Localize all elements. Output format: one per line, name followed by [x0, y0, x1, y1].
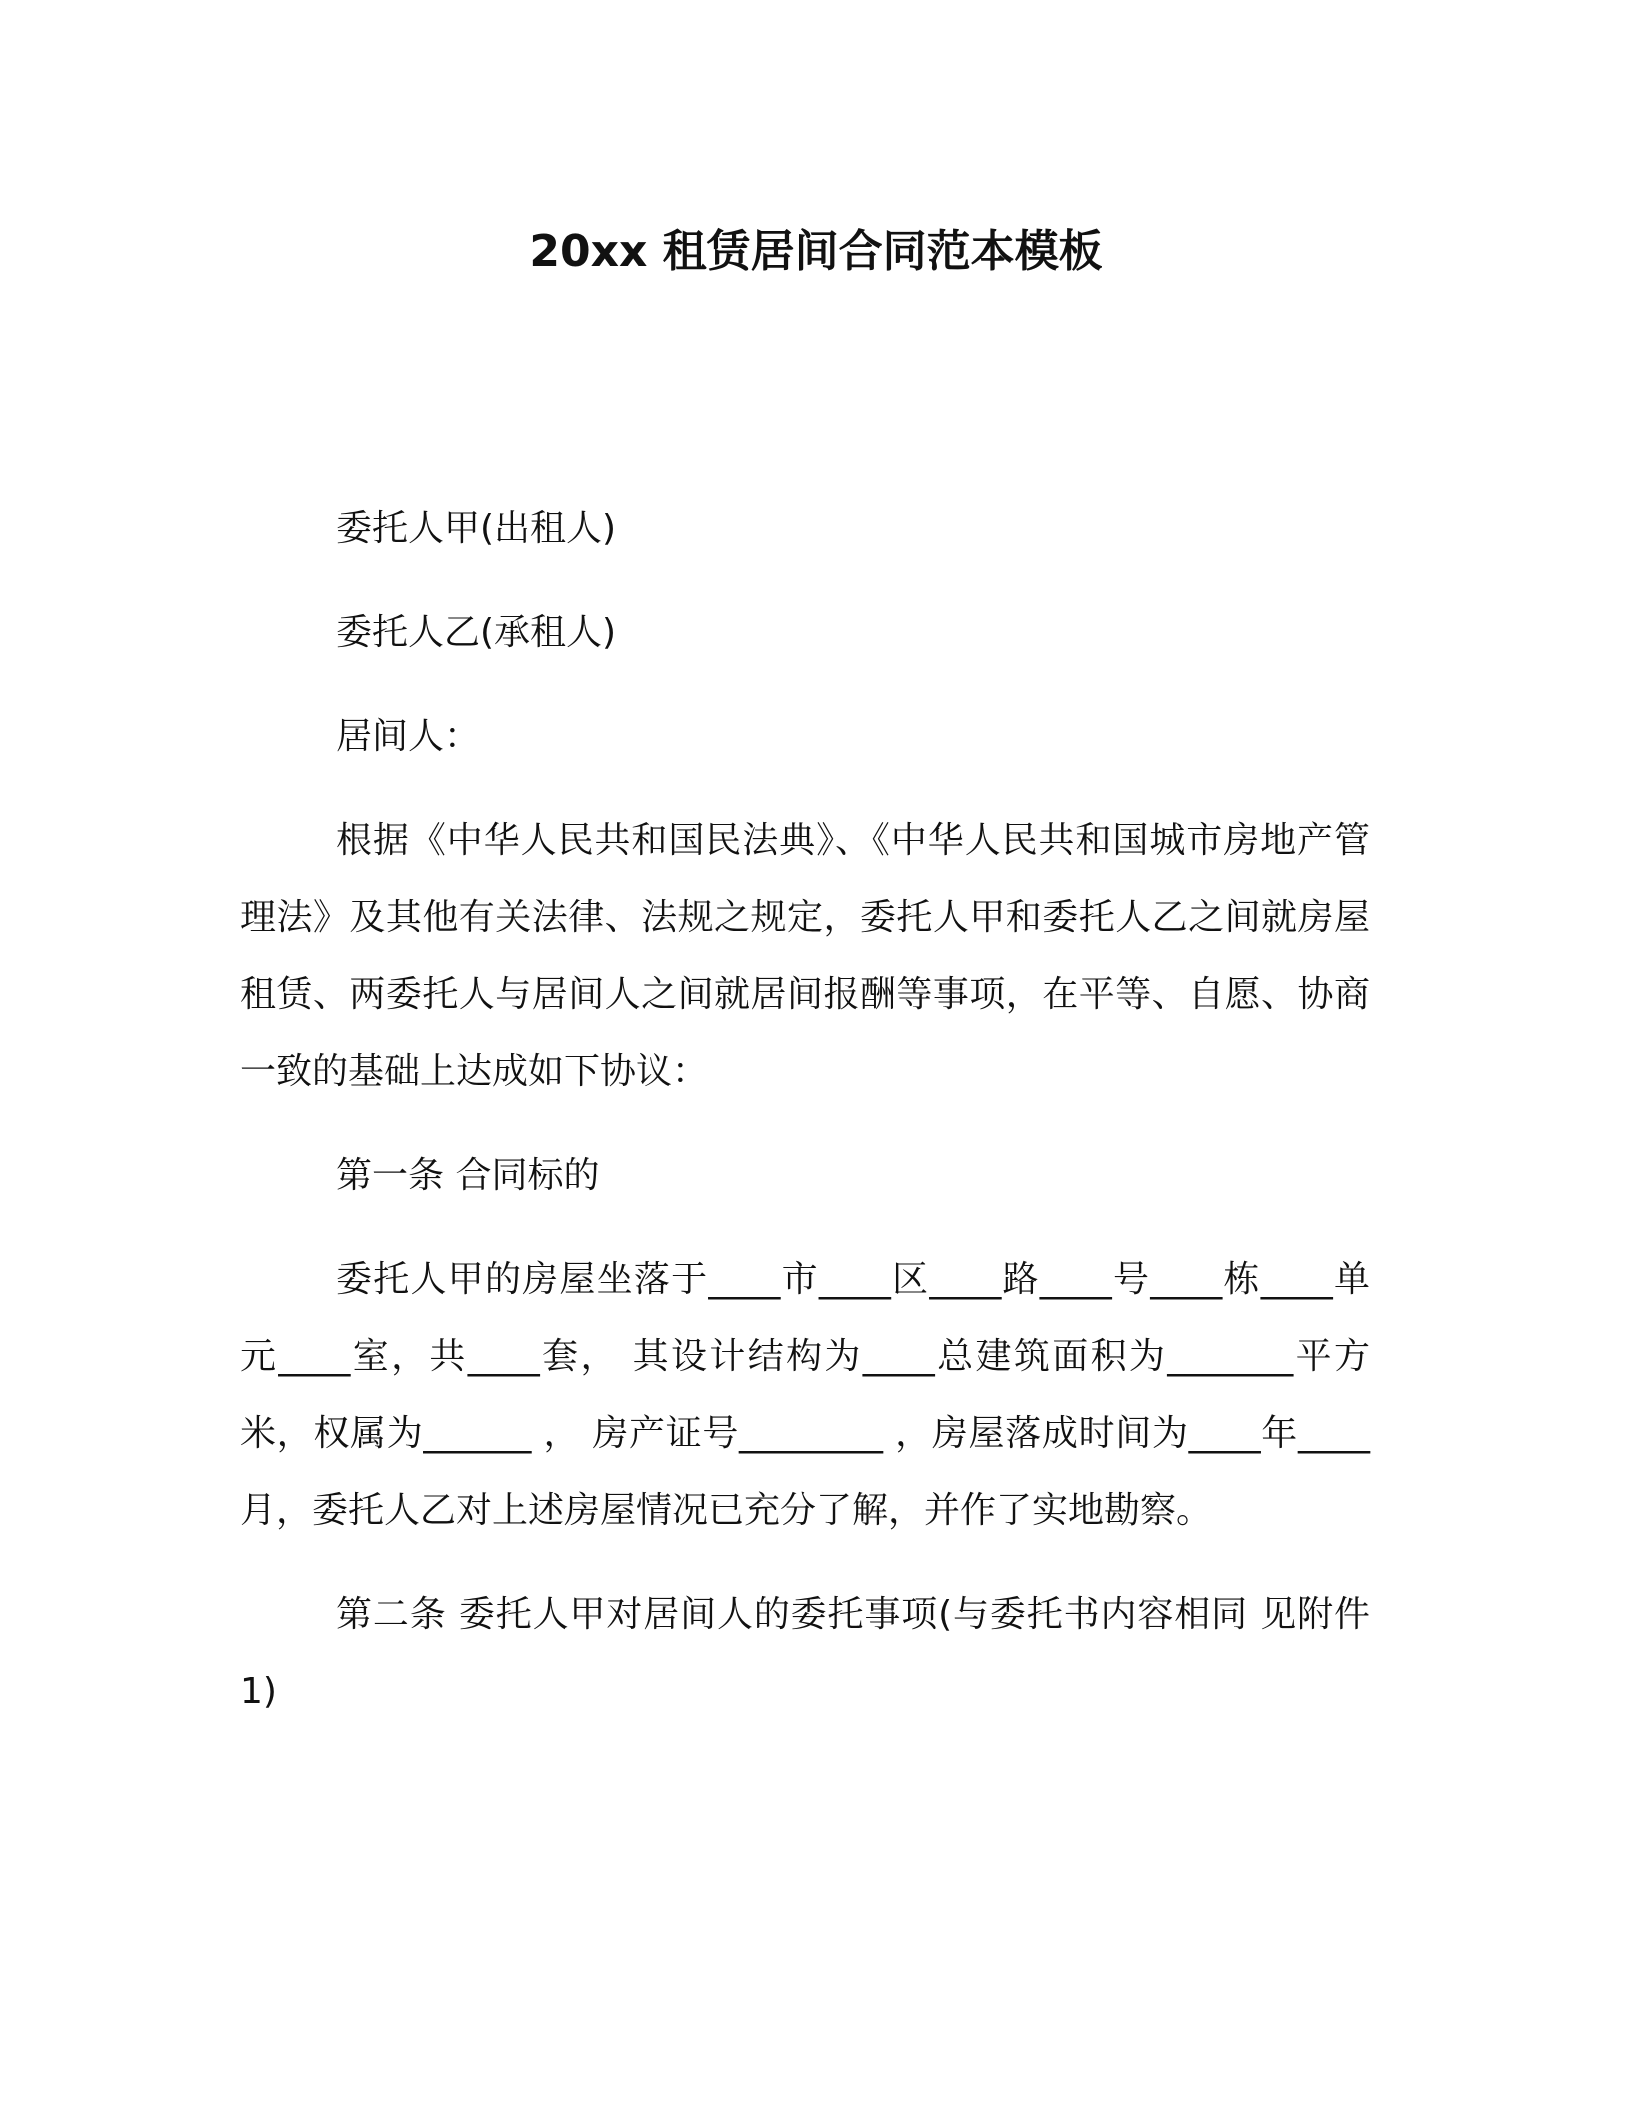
- article-2-heading: 第二条 委托人甲对居间人的委托事项(与委托书内容相同 见附件1): [240, 1594, 1370, 1712]
- paragraph-intermediary: 居间人：: [336, 716, 481, 757]
- paragraph-principal-a: 委托人甲(出租人): [336, 508, 617, 549]
- paragraph-preamble: 根据《中华人民共和国民法典》、《中华人民共和国城市房地产管理法》及其他有关法律、法规之规定，委托人甲和委托人乙之间就房屋租赁、两委托人与居间人之间就居间报酬等事项，在平等、自愿、协商一致的基础上达成如下协议：: [240, 820, 1370, 1092]
- paragraph-principal-b: 委托人乙(承租人): [336, 612, 617, 653]
- document-title: 20xx 租赁居间合同范本模板: [529, 226, 1103, 277]
- article-1-text: 委托人甲的房屋坐落于____市____区____路____号____栋____单元____室，共____套， 其设计结构为____总建筑面积为_______平方米，权属为______ ， 房产证号________ ，房屋落成时间为____年____月，委托人乙对上述房屋情况已充分了解，并作了实地勘察。: [240, 1259, 1370, 1531]
- document-body: [240, 490, 1370, 1757]
- article-1-heading: 第一条 合同标的: [336, 1155, 600, 1196]
